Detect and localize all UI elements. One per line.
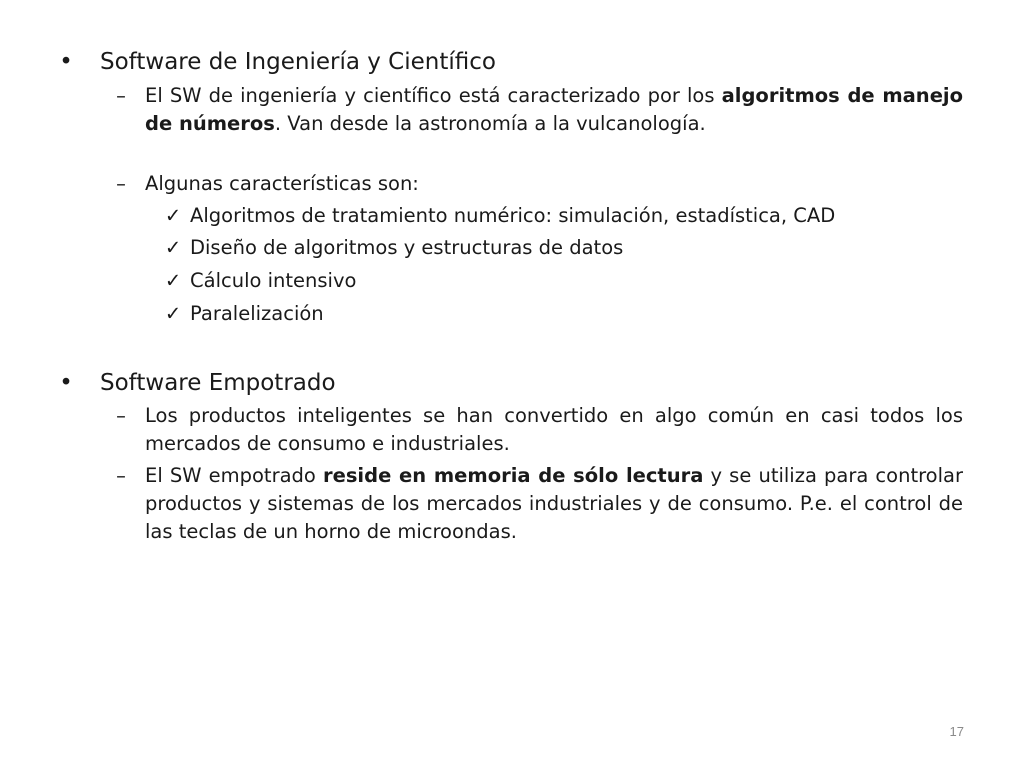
check-item-text: Algoritmos de tratamiento numérico: simulación, estadística, CAD	[190, 204, 836, 227]
item-text-before: El SW empotrado	[145, 464, 323, 487]
item-ingenieria-description	[116, 82, 963, 138]
item-text-before: El SW de ingeniería y científico está caracterizado por los	[145, 84, 722, 107]
item-caracteristicas	[116, 170, 963, 198]
check-item-text: Cálculo intensivo	[190, 269, 357, 292]
heading-text: Software de Ingeniería y Científico	[100, 49, 496, 75]
checkmark-icon: ✓	[164, 236, 182, 259]
checkmark-icon: ✓	[164, 204, 182, 227]
item-text-bold: algoritmos de manejo de números	[145, 84, 963, 135]
dash-icon: –	[116, 404, 126, 427]
item-text-bold: reside en memoria de sólo lectura	[322, 464, 704, 487]
check-item	[164, 267, 970, 295]
page-number: 17	[949, 724, 964, 739]
heading-text: Software Empotrado	[100, 370, 336, 396]
bullet-icon: •	[59, 49, 73, 75]
check-item	[164, 300, 970, 328]
check-item	[164, 234, 970, 262]
section-heading-empotrado	[59, 368, 970, 398]
item-text: Los productos inteligentes se han convertido en algo común en casi todos los mercados de consumo e industriales.	[145, 404, 963, 455]
item-sw-empotrado	[116, 462, 963, 546]
item-productos-inteligentes	[116, 402, 963, 458]
checkmark-icon: ✓	[164, 302, 182, 325]
checkmark-icon: ✓	[164, 269, 182, 292]
dash-icon: –	[116, 464, 126, 487]
item-text-after: . Van desde la astronomía a la vulcanología.	[274, 112, 706, 135]
bullet-icon: •	[59, 370, 73, 396]
section-heading-ingenieria	[59, 47, 970, 77]
item-text-after: y se utiliza para controlar productos y sistemas de los mercados industriales y de consumo. P.e. el control de las teclas de un horno de microondas.	[145, 464, 963, 543]
check-item-text: Diseño de algoritmos y estructuras de datos	[190, 236, 624, 259]
dash-icon: –	[116, 172, 126, 195]
check-item-text: Paralelización	[190, 302, 324, 325]
check-item	[164, 202, 970, 230]
item-text: Algunas características son:	[145, 172, 419, 195]
dash-icon: –	[116, 84, 126, 107]
